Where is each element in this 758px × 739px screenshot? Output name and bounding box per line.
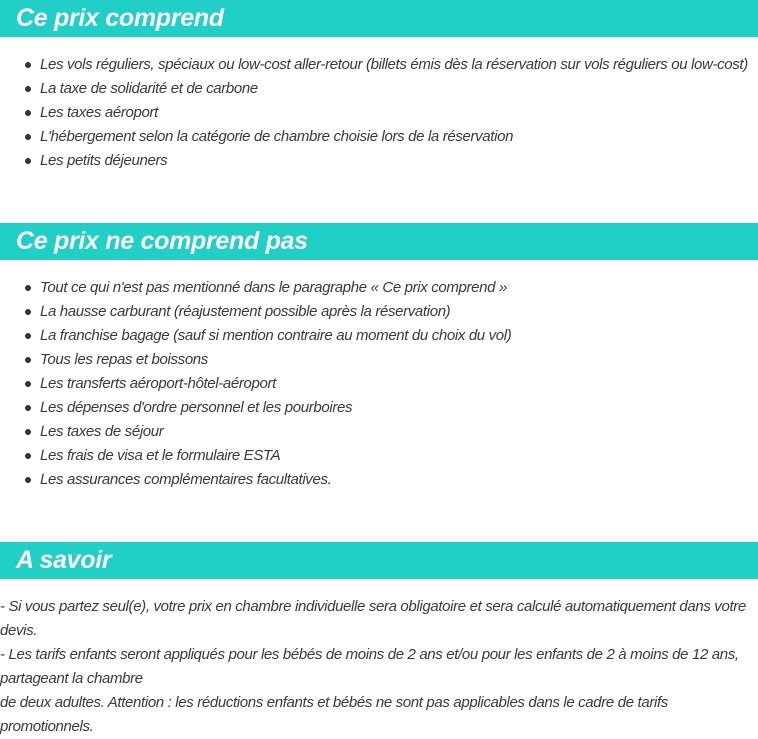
list-item-text: Les vols réguliers, spéciaux ou low-cost aller-retour (billets émis dès la réservation sur vols réguliers ou low-cost) (40, 56, 748, 73)
list-item-text: Les frais de visa et le formulaire ESTA (40, 447, 281, 464)
bullet-icon (25, 309, 31, 315)
info-paragraph-children-continued: de deux adultes. Attention : les réductions enfants et bébés ne sont pas applicables dans le cadre de tarifs promotionnels. (0, 694, 668, 735)
list-item-text: Tous les repas et boissons (40, 351, 208, 368)
list-item (0, 396, 511, 420)
list-item (0, 444, 511, 468)
list-item (0, 348, 511, 372)
list-item-text: Les transferts aéroport-hôtel-aéroport (40, 375, 276, 392)
bullet-icon (25, 381, 31, 387)
included-list (0, 53, 748, 173)
info-paragraph-solo: - Si vous partez seul(e), votre prix en chambre individuelle sera obligatoire et sera calculé automatiquement dans votre devis. (0, 598, 746, 639)
list-item (0, 372, 511, 396)
list-item-text: Les dépenses d'ordre personnel et les pourboires (40, 399, 353, 416)
list-item-text: La hausse carburant (réajustement possible après la réservation) (40, 303, 451, 320)
list-item (0, 300, 511, 324)
info-text-block (0, 595, 758, 739)
bullet-icon (25, 134, 31, 140)
bullet-icon (25, 110, 31, 116)
excluded-list (0, 276, 511, 492)
section-header-included (0, 0, 758, 37)
section-title-excluded: Ce prix ne comprend pas (16, 227, 308, 255)
list-item-text: L'hébergement selon la catégorie de chambre choisie lors de la réservation (40, 128, 514, 145)
list-item (0, 53, 748, 77)
bullet-icon (25, 333, 31, 339)
list-item (0, 420, 511, 444)
section-title-info: A savoir (16, 546, 112, 574)
bullet-icon (25, 158, 31, 164)
list-item-text: Les taxes de séjour (40, 423, 164, 440)
section-title-included: Ce prix comprend (16, 4, 224, 32)
bullet-icon (25, 86, 31, 92)
list-item (0, 101, 748, 125)
list-item (0, 276, 511, 300)
list-item-text: La franchise bagage (sauf si mention contraire au moment du choix du vol) (40, 327, 512, 344)
list-item (0, 324, 511, 348)
list-item-text: Les petits déjeuners (40, 152, 168, 169)
bullet-icon (25, 453, 31, 459)
info-paragraph-children: - Les tarifs enfants seront appliqués pour les bébés de moins de 2 ans et/ou pour les enfants de 2 à moins de 12 ans, partageant la chambre (0, 646, 739, 687)
bullet-icon (25, 477, 31, 483)
section-header-excluded (0, 223, 758, 260)
list-item-text: Les taxes aéroport (40, 104, 158, 121)
bullet-icon (25, 62, 31, 68)
section-header-info (0, 542, 758, 579)
list-item (0, 125, 748, 149)
bullet-icon (25, 429, 31, 435)
list-item-text: La taxe de solidarité et de carbone (40, 80, 258, 97)
bullet-icon (25, 285, 31, 291)
list-item (0, 468, 511, 492)
bullet-icon (25, 357, 31, 363)
list-item-text: Les assurances complémentaires facultatives. (40, 471, 332, 488)
list-item (0, 149, 748, 173)
list-item-text: Tout ce qui n'est pas mentionné dans le paragraphe « Ce prix comprend » (40, 279, 507, 296)
list-item (0, 77, 748, 101)
bullet-icon (25, 405, 31, 411)
